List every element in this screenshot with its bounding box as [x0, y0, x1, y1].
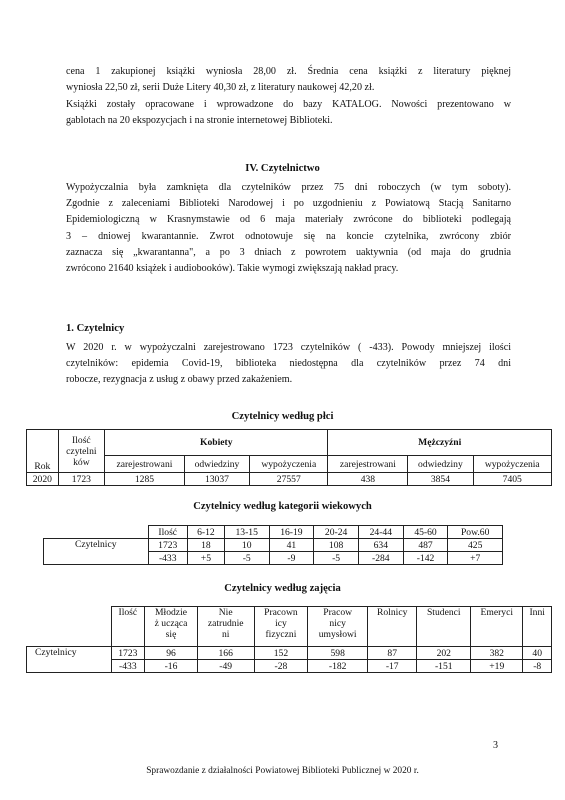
text-line: robocze, rezygnacja z usług z obawy przed zakażeniem. — [66, 374, 293, 386]
table-cell: 40 — [523, 647, 552, 660]
text-line: wyniosła 22,50 zł, serii Duże Litery 40,30 zł, z literatury naukowej 42,20 zł. — [66, 82, 375, 94]
header-cell: Pracow nicy umysłowi — [308, 607, 368, 647]
text-line: czytelników: epidemia Covid-19, biblioteka niedostępna dla czytelników przez 74 dni — [66, 358, 511, 370]
header-cell: 45-60 — [403, 526, 448, 539]
table-cell: -151 — [417, 660, 471, 673]
header-cell: Inni — [523, 607, 552, 647]
header-cell: Młodzie ż ucząca się — [145, 607, 198, 647]
section-heading: IV. Czytelnictwo — [245, 163, 320, 174]
table-cell: 27557 — [250, 473, 328, 486]
table-cell: 1723 — [58, 473, 104, 486]
header-men: Mężczyźni — [328, 430, 552, 456]
table-cell: 598 — [308, 647, 368, 660]
header-cell: Pow.60 — [448, 526, 503, 539]
table-title-gender: Czytelnicy według płci — [231, 411, 334, 422]
header-cell: 24-44 — [358, 526, 403, 539]
table-cell: -17 — [368, 660, 417, 673]
paragraph-lending — [66, 180, 511, 277]
header-cell: 6-12 — [187, 526, 224, 539]
table-row — [27, 647, 552, 660]
table-cell: 152 — [254, 647, 308, 660]
text-line: Zgodnie z zaleceniami Biblioteki Narodowej i po uzgodnieniu z Powiatową Stacją Sanitarno — [66, 198, 511, 210]
table-cell: -182 — [308, 660, 368, 673]
text-line: zaznacza się „kwarantanna", a po 3 dniach z powrotem uaktywnia (od maja do grudnia — [66, 246, 511, 258]
table-cell: 1285 — [105, 473, 185, 486]
table-cell: 18 — [187, 539, 224, 552]
row-label: Czytelnicy — [44, 539, 149, 565]
table-cell: +7 — [448, 552, 503, 565]
paragraph-catalog — [66, 97, 511, 129]
text-line: Wypożyczalnia była zamknięta dla czytelników przez 75 dni roboczych (w tym soboty). — [66, 182, 511, 193]
table-cell: 87 — [368, 647, 417, 660]
header-count — [58, 430, 104, 473]
header-count-line: czytelni — [66, 445, 97, 457]
header-count-line: Ilość — [72, 434, 91, 446]
table-cell: 1723 — [148, 539, 187, 552]
table-cell: -16 — [145, 660, 198, 673]
header-cell: Ilość — [148, 526, 187, 539]
table-cell: 108 — [314, 539, 359, 552]
table-row — [27, 473, 552, 486]
subheader-cell: wypożyczenia — [473, 456, 552, 473]
header-women: Kobiety — [105, 430, 328, 456]
table-cell: 41 — [269, 539, 314, 552]
subheader-cell: odwiedziny — [408, 456, 473, 473]
subheader-cell: odwiedziny — [184, 456, 249, 473]
table-cell: -284 — [358, 552, 403, 565]
table-cell: 202 — [417, 647, 471, 660]
table-cell: 166 — [197, 647, 254, 660]
paragraph-book-prices — [66, 64, 511, 96]
table-cell: 425 — [448, 539, 503, 552]
header-cell: Studenci — [417, 607, 471, 647]
empty-corner — [27, 607, 112, 647]
table-readers-by-gender — [26, 429, 552, 486]
table-readers-by-age — [43, 525, 503, 565]
table-cell: -8 — [523, 660, 552, 673]
header-count-line: ków — [73, 456, 90, 468]
table-cell: 438 — [328, 473, 408, 486]
header-cell: 20-24 — [314, 526, 359, 539]
text-line: Epidemiologiczną w Krasnymstawie od 6 maja materiały zwrócone do biblioteki podlegają — [66, 214, 511, 226]
table-cell: 96 — [145, 647, 198, 660]
table-cell: +5 — [187, 552, 224, 565]
table-cell: 7405 — [473, 473, 552, 486]
page-footer: Sprawozdanie z działalności Powiatowej Biblioteki Publicznej w 2020 r. — [146, 766, 419, 776]
header-cell: Ilość — [111, 607, 145, 647]
header-cell: 16-19 — [269, 526, 314, 539]
table-cell: 3854 — [408, 473, 473, 486]
table-readers-by-occupation — [26, 606, 552, 673]
table-cell: -9 — [269, 552, 314, 565]
table-cell: 487 — [403, 539, 448, 552]
table-cell: 1723 — [111, 647, 145, 660]
subsection-heading: 1. Czytelnicy — [66, 323, 125, 334]
text-line: zwrócono 21640 książek i audiobooków). Takie wymogi zwiększają nakład pracy. — [66, 263, 399, 275]
text-line: 3 – dniowej kwarantannie. Zwrot odnotowuje się na koncie czytelnika, zwrócony zbiór — [66, 230, 511, 242]
header-year: Rok — [27, 430, 59, 473]
subheader-cell: zarejestrowani — [105, 456, 185, 473]
header-cell: Nie zatrudnie ni — [197, 607, 254, 647]
empty-corner — [44, 526, 149, 539]
table-cell: -142 — [403, 552, 448, 565]
text-line: W 2020 r. w wypożyczalni zarejestrowano 1723 czytelników ( -433). Powody mniejszej ilości — [66, 342, 511, 353]
table-title-occupation: Czytelnicy według zajęcia — [224, 583, 341, 594]
page-number: 3 — [493, 740, 498, 751]
table-cell: 2020 — [27, 473, 59, 486]
table-cell: -28 — [254, 660, 308, 673]
table-cell: 634 — [358, 539, 403, 552]
table-cell: 10 — [224, 539, 269, 552]
header-cell: Emeryci — [471, 607, 523, 647]
header-cell: 13-15 — [224, 526, 269, 539]
table-cell: -433 — [148, 552, 187, 565]
row-label: Czytelnicy — [27, 647, 112, 673]
table-cell: +19 — [471, 660, 523, 673]
header-cell: Pracown icy fizyczni — [254, 607, 308, 647]
table-cell: -433 — [111, 660, 145, 673]
table-cell: 382 — [471, 647, 523, 660]
table-cell: -49 — [197, 660, 254, 673]
table-cell: -5 — [224, 552, 269, 565]
subheader-cell: wypożyczenia — [250, 456, 328, 473]
text-line: Książki zostały opracowane i wprowadzone do bazy KATALOG. Nowości prezentowano w — [66, 99, 511, 110]
table-cell: 13037 — [184, 473, 249, 486]
table-cell: -5 — [314, 552, 359, 565]
paragraph-readers — [66, 340, 511, 389]
table-title-age: Czytelnicy według kategorii wiekowych — [193, 501, 372, 512]
table-row — [44, 539, 503, 552]
text-line: gablotach na 20 ekspozycjach i na stronie internetowej Biblioteki. — [66, 115, 333, 127]
text-line: cena 1 zakupionej książki wyniosła 28,00 zł. Średnia cena książki z literatury pięknej — [66, 66, 511, 77]
subheader-cell: zarejestrowani — [328, 456, 408, 473]
header-cell: Rolnicy — [368, 607, 417, 647]
